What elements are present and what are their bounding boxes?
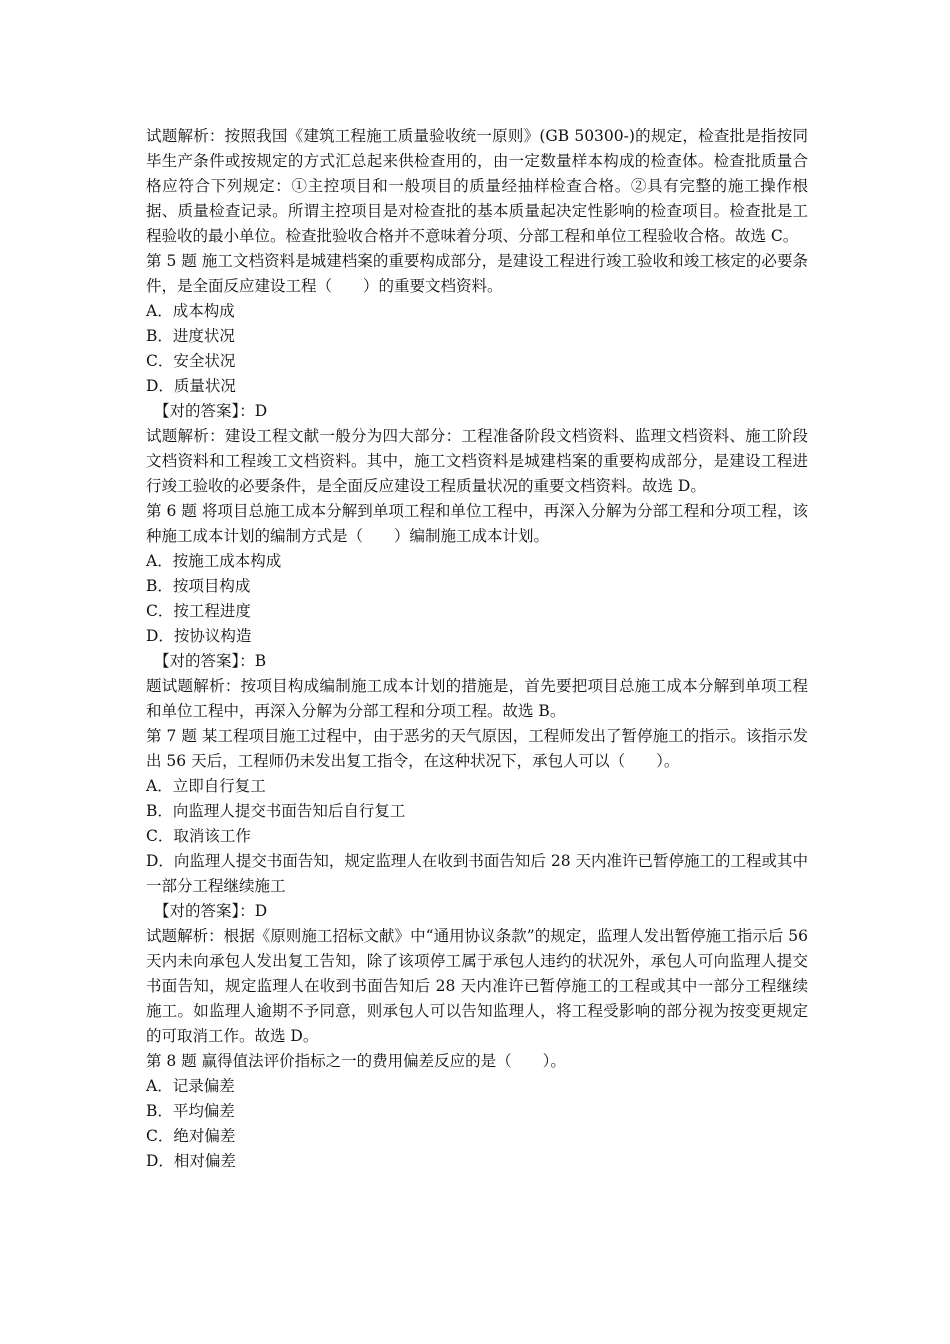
question-8-stem: 第 8 题 赢得值法评价指标之一的费用偏差反应的是（ ）。 [146,1052,566,1070]
document-body [146,124,808,1174]
question-8-option-d: D．相对偏差 [146,1152,236,1170]
explanation-paragraph: 试题解析：按照我国《建筑工程施工质量验收统一原则》(GB 50300-)的规定，检查批是指按同毕生产条件或按规定的方式汇总起来供检查用的，由一定数量样本构成的检查体。检查批质量合格应符合下列规定：①主控项目和一般项目的质量经抽样检查合格。②具有完整的施工操作根据、质量检查记录。所谓主控项目是对检查批的基本质量起决定性影响的检查项目。检查批是工程验收的最小单位。检查批验收合格并不意味着分项、分部工程和单位工程验收合格。故选 C。 [146,127,808,245]
question-5-explanation: 试题解析：建设工程文献一般分为四大部分：工程准备阶段文档资料、监理文档资料、施工阶段文档资料和工程竣工文档资料。其中，施工文档资料是城建档案的重要构成部分，是建设工程进行竣工验收的必要条件，是全面反应建设工程质量状况的重要文档资料。故选 D。 [146,427,808,495]
question-6-option-a: A．按施工成本构成 [146,552,282,570]
question-7-option-d: D．向监理人提交书面告知，规定监理人在收到书面告知后 28 天内准许已暂停施工的工程或其中一部分工程继续施工 [146,852,809,895]
question-5-answer: 【对的答案】：D [154,402,268,420]
question-6-option-d: D．按协议构造 [146,627,252,645]
question-5-option-b: B．进度状况 [146,327,235,345]
question-6-option-c: C．按工程进度 [146,602,251,620]
question-6-option-b: B．按项目构成 [146,577,251,595]
question-7-explanation: 试题解析：根据《原则施工招标文献》中“通用协议条款”的规定，监理人发出暂停施工指示后 56 天内未向承包人发出复工告知，除了该项停工属于承包人违约的状况外，承包人可向监理人提交书面告知，规定监理人在收到书面告知后 28 天内准许已暂停施工的工程或其中一部分工程继续施工。如监理人逾期不予同意，则承包人可以告知监理人，将工程受影响的部分视为按变更规定的可取消工作。故选 D。 [146,927,808,1045]
question-8-option-c: C．绝对偏差 [146,1127,236,1145]
question-7-option-a: A．立即自行复工 [146,777,266,795]
question-8-option-b: B．平均偏差 [146,1102,235,1120]
question-7-answer: 【对的答案】：D [154,902,268,920]
question-7-stem: 第 7 题 某工程项目施工过程中，由于恶劣的天气原因，工程师发出了暂停施工的指示。该指示发出 56 天后，工程师仍未发出复工指令，在这种状况下，承包人可以（ ）。 [146,727,808,770]
question-6-explanation: 题试题解析：按项目构成编制施工成本计划的措施是，首先要把项目总施工成本分解到单项工程和单位工程中，再深入分解为分部工程和分项工程。故选 B。 [146,677,808,720]
question-5-option-a: A．成本构成 [146,302,235,320]
question-6-stem: 第 6 题 将项目总施工成本分解到单项工程和单位工程中，再深入分解为分部工程和分项工程，该种施工成本计划的编制方式是（ ）编制施工成本计划。 [146,502,808,545]
question-8-option-a: A．记录偏差 [146,1077,235,1095]
question-6-answer: 【对的答案】：B [154,652,267,670]
question-7-option-b: B．向监理人提交书面告知后自行复工 [146,802,406,820]
question-5-stem: 第 5 题 施工文档资料是城建档案的重要构成部分，是建设工程进行竣工验收和竣工核定的必要条件，是全面反应建设工程（ ）的重要文档资料。 [146,252,808,295]
question-5-option-c: C．安全状况 [146,352,236,370]
question-5-option-d: D．质量状况 [146,377,236,395]
question-7-option-c: C．取消该工作 [146,827,251,845]
